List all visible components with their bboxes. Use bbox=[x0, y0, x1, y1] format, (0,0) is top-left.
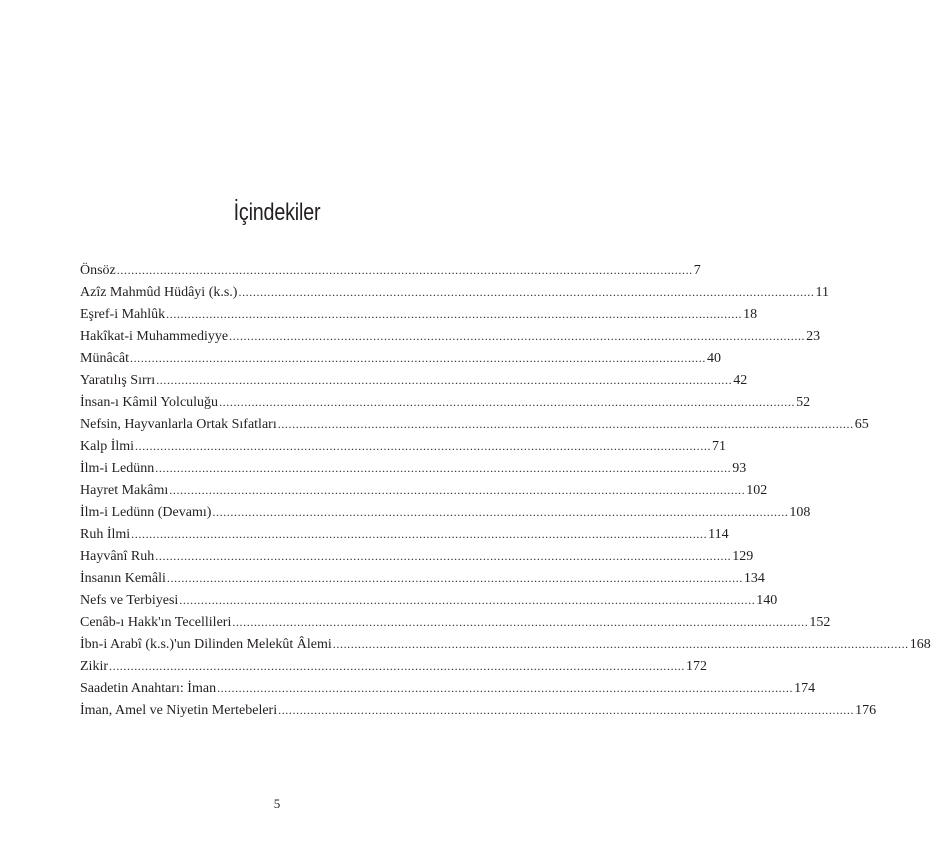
toc-entry bbox=[80, 589, 778, 611]
toc-entry-page: 52 bbox=[796, 395, 811, 410]
dot-leader: ................................................................................................................................................................ bbox=[238, 285, 815, 299]
toc-entry-title: Cenâb-ı Hakk'ın Tecellileri bbox=[80, 615, 232, 630]
toc-entry-page: 7 bbox=[693, 263, 701, 278]
toc-entry bbox=[80, 501, 811, 523]
toc-entry-page: 114 bbox=[708, 527, 729, 542]
dot-leader: ................................................................................................................................................................ bbox=[229, 329, 806, 343]
toc-entry-title: Hakîkat-i Muhammediyye bbox=[80, 329, 229, 344]
toc-entry bbox=[80, 457, 747, 479]
toc-entry bbox=[80, 259, 701, 281]
dot-leader: ................................................................................................................................................................ bbox=[109, 659, 685, 673]
dot-leader: ................................................................................................................................................................ bbox=[332, 637, 909, 651]
toc-entry bbox=[80, 325, 821, 347]
toc-entry-page: 129 bbox=[732, 549, 754, 564]
toc-entry-title: Nefsin, Hayvanlarla Ortak Sıfatları bbox=[80, 417, 277, 432]
dot-leader: ................................................................................................................................................................ bbox=[155, 461, 732, 475]
toc-entry-page: 152 bbox=[809, 615, 831, 630]
toc-entry-page: 102 bbox=[746, 483, 768, 498]
toc-entry-title: Hayvânî Ruh bbox=[80, 549, 155, 564]
toc-entry-page: 108 bbox=[789, 505, 811, 520]
toc-entry-title: İnsan-ı Kâmil Yolculuğu bbox=[80, 395, 219, 410]
toc-entry-page: 11 bbox=[815, 285, 829, 300]
toc-entry-title: Yaratılış Sırrı bbox=[80, 373, 156, 388]
toc-entry-title: Eşref-i Mahlûk bbox=[80, 307, 166, 322]
dot-leader: ................................................................................................................................................................ bbox=[129, 351, 706, 365]
toc-entry-page: 18 bbox=[743, 307, 758, 322]
toc-entry bbox=[80, 435, 727, 457]
dot-leader: ................................................................................................................................................................ bbox=[156, 373, 733, 387]
toc-entry-title: Hayret Makâmı bbox=[80, 483, 169, 498]
dot-leader: ................................................................................................................................................................ bbox=[135, 439, 712, 453]
toc-entry bbox=[80, 677, 816, 699]
toc-entry-title: Münâcât bbox=[80, 351, 129, 366]
toc-entry bbox=[80, 699, 877, 721]
dot-leader: ................................................................................................................................................................ bbox=[232, 615, 809, 629]
toc-entry-page: 176 bbox=[855, 703, 877, 718]
dot-leader: ................................................................................................................................................................ bbox=[169, 483, 746, 497]
dot-leader: ................................................................................................................................................................ bbox=[277, 417, 854, 431]
toc-entry-title: Azîz Mahmûd Hüdâyi (k.s.) bbox=[80, 285, 238, 300]
toc-entry bbox=[80, 567, 765, 589]
toc-entry-title: Nefs ve Terbiyesi bbox=[80, 593, 179, 608]
table-of-contents bbox=[80, 259, 931, 721]
toc-entry-title: İbn-i Arabî (k.s.)'un Dilinden Melekût Âlemi bbox=[80, 637, 332, 652]
toc-entry bbox=[80, 281, 829, 303]
dot-leader: ................................................................................................................................................................ bbox=[166, 307, 743, 321]
toc-entry-page: 172 bbox=[686, 659, 707, 674]
dot-leader: ................................................................................................................................................................ bbox=[278, 703, 855, 717]
toc-entry-page: 23 bbox=[806, 329, 821, 344]
dot-leader: ................................................................................................................................................................ bbox=[131, 527, 708, 541]
toc-entry bbox=[80, 391, 811, 413]
toc-entry-page: 71 bbox=[712, 439, 727, 454]
toc-entry bbox=[80, 611, 831, 633]
toc-entry-title: İnsanın Kemâli bbox=[80, 571, 166, 586]
dot-leader: ................................................................................................................................................................ bbox=[155, 549, 732, 563]
toc-entry-title: İman, Amel ve Niyetin Mertebeleri bbox=[80, 703, 278, 718]
dot-leader: ................................................................................................................................................................ bbox=[212, 505, 789, 519]
toc-entry bbox=[80, 413, 869, 435]
toc-entry bbox=[80, 633, 931, 655]
dot-leader: ................................................................................................................................................................ bbox=[219, 395, 796, 409]
dot-leader: ................................................................................................................................................................ bbox=[116, 263, 693, 277]
toc-entry bbox=[80, 545, 754, 567]
toc-entry bbox=[80, 303, 758, 325]
toc-entry-title: İlm-i Ledünn bbox=[80, 461, 155, 476]
toc-title: İçindekiler bbox=[233, 199, 321, 226]
dot-leader: ................................................................................................................................................................ bbox=[179, 593, 756, 607]
toc-entry-page: 168 bbox=[909, 637, 931, 652]
toc-entry bbox=[80, 479, 768, 501]
toc-entry bbox=[80, 369, 748, 391]
dot-leader: ................................................................................................................................................................ bbox=[166, 571, 743, 585]
toc-entry-title: İlm-i Ledünn (Devamı) bbox=[80, 505, 212, 520]
dot-leader: ................................................................................................................................................................ bbox=[217, 681, 794, 695]
toc-entry-page: 174 bbox=[794, 681, 816, 696]
toc-entry-page: 140 bbox=[756, 593, 778, 608]
toc-entry-page: 65 bbox=[854, 417, 869, 432]
toc-entry bbox=[80, 347, 721, 369]
toc-entry-page: 93 bbox=[732, 461, 747, 476]
toc-entry-title: Ruh İlmi bbox=[80, 527, 131, 542]
toc-entry-title: Saadetin Anahtarı: İman bbox=[80, 681, 217, 696]
toc-entry-page: 134 bbox=[743, 571, 765, 586]
toc-entry-title: Önsöz bbox=[80, 263, 116, 278]
toc-entry-title: Kalp İlmi bbox=[80, 439, 135, 454]
toc-entry-title: Zikir bbox=[80, 659, 108, 674]
toc-entry bbox=[80, 523, 729, 545]
page-number: 5 bbox=[273, 796, 281, 811]
toc-entry bbox=[80, 655, 707, 677]
toc-entry-page: 40 bbox=[706, 351, 721, 366]
toc-entry-page: 42 bbox=[733, 373, 748, 388]
